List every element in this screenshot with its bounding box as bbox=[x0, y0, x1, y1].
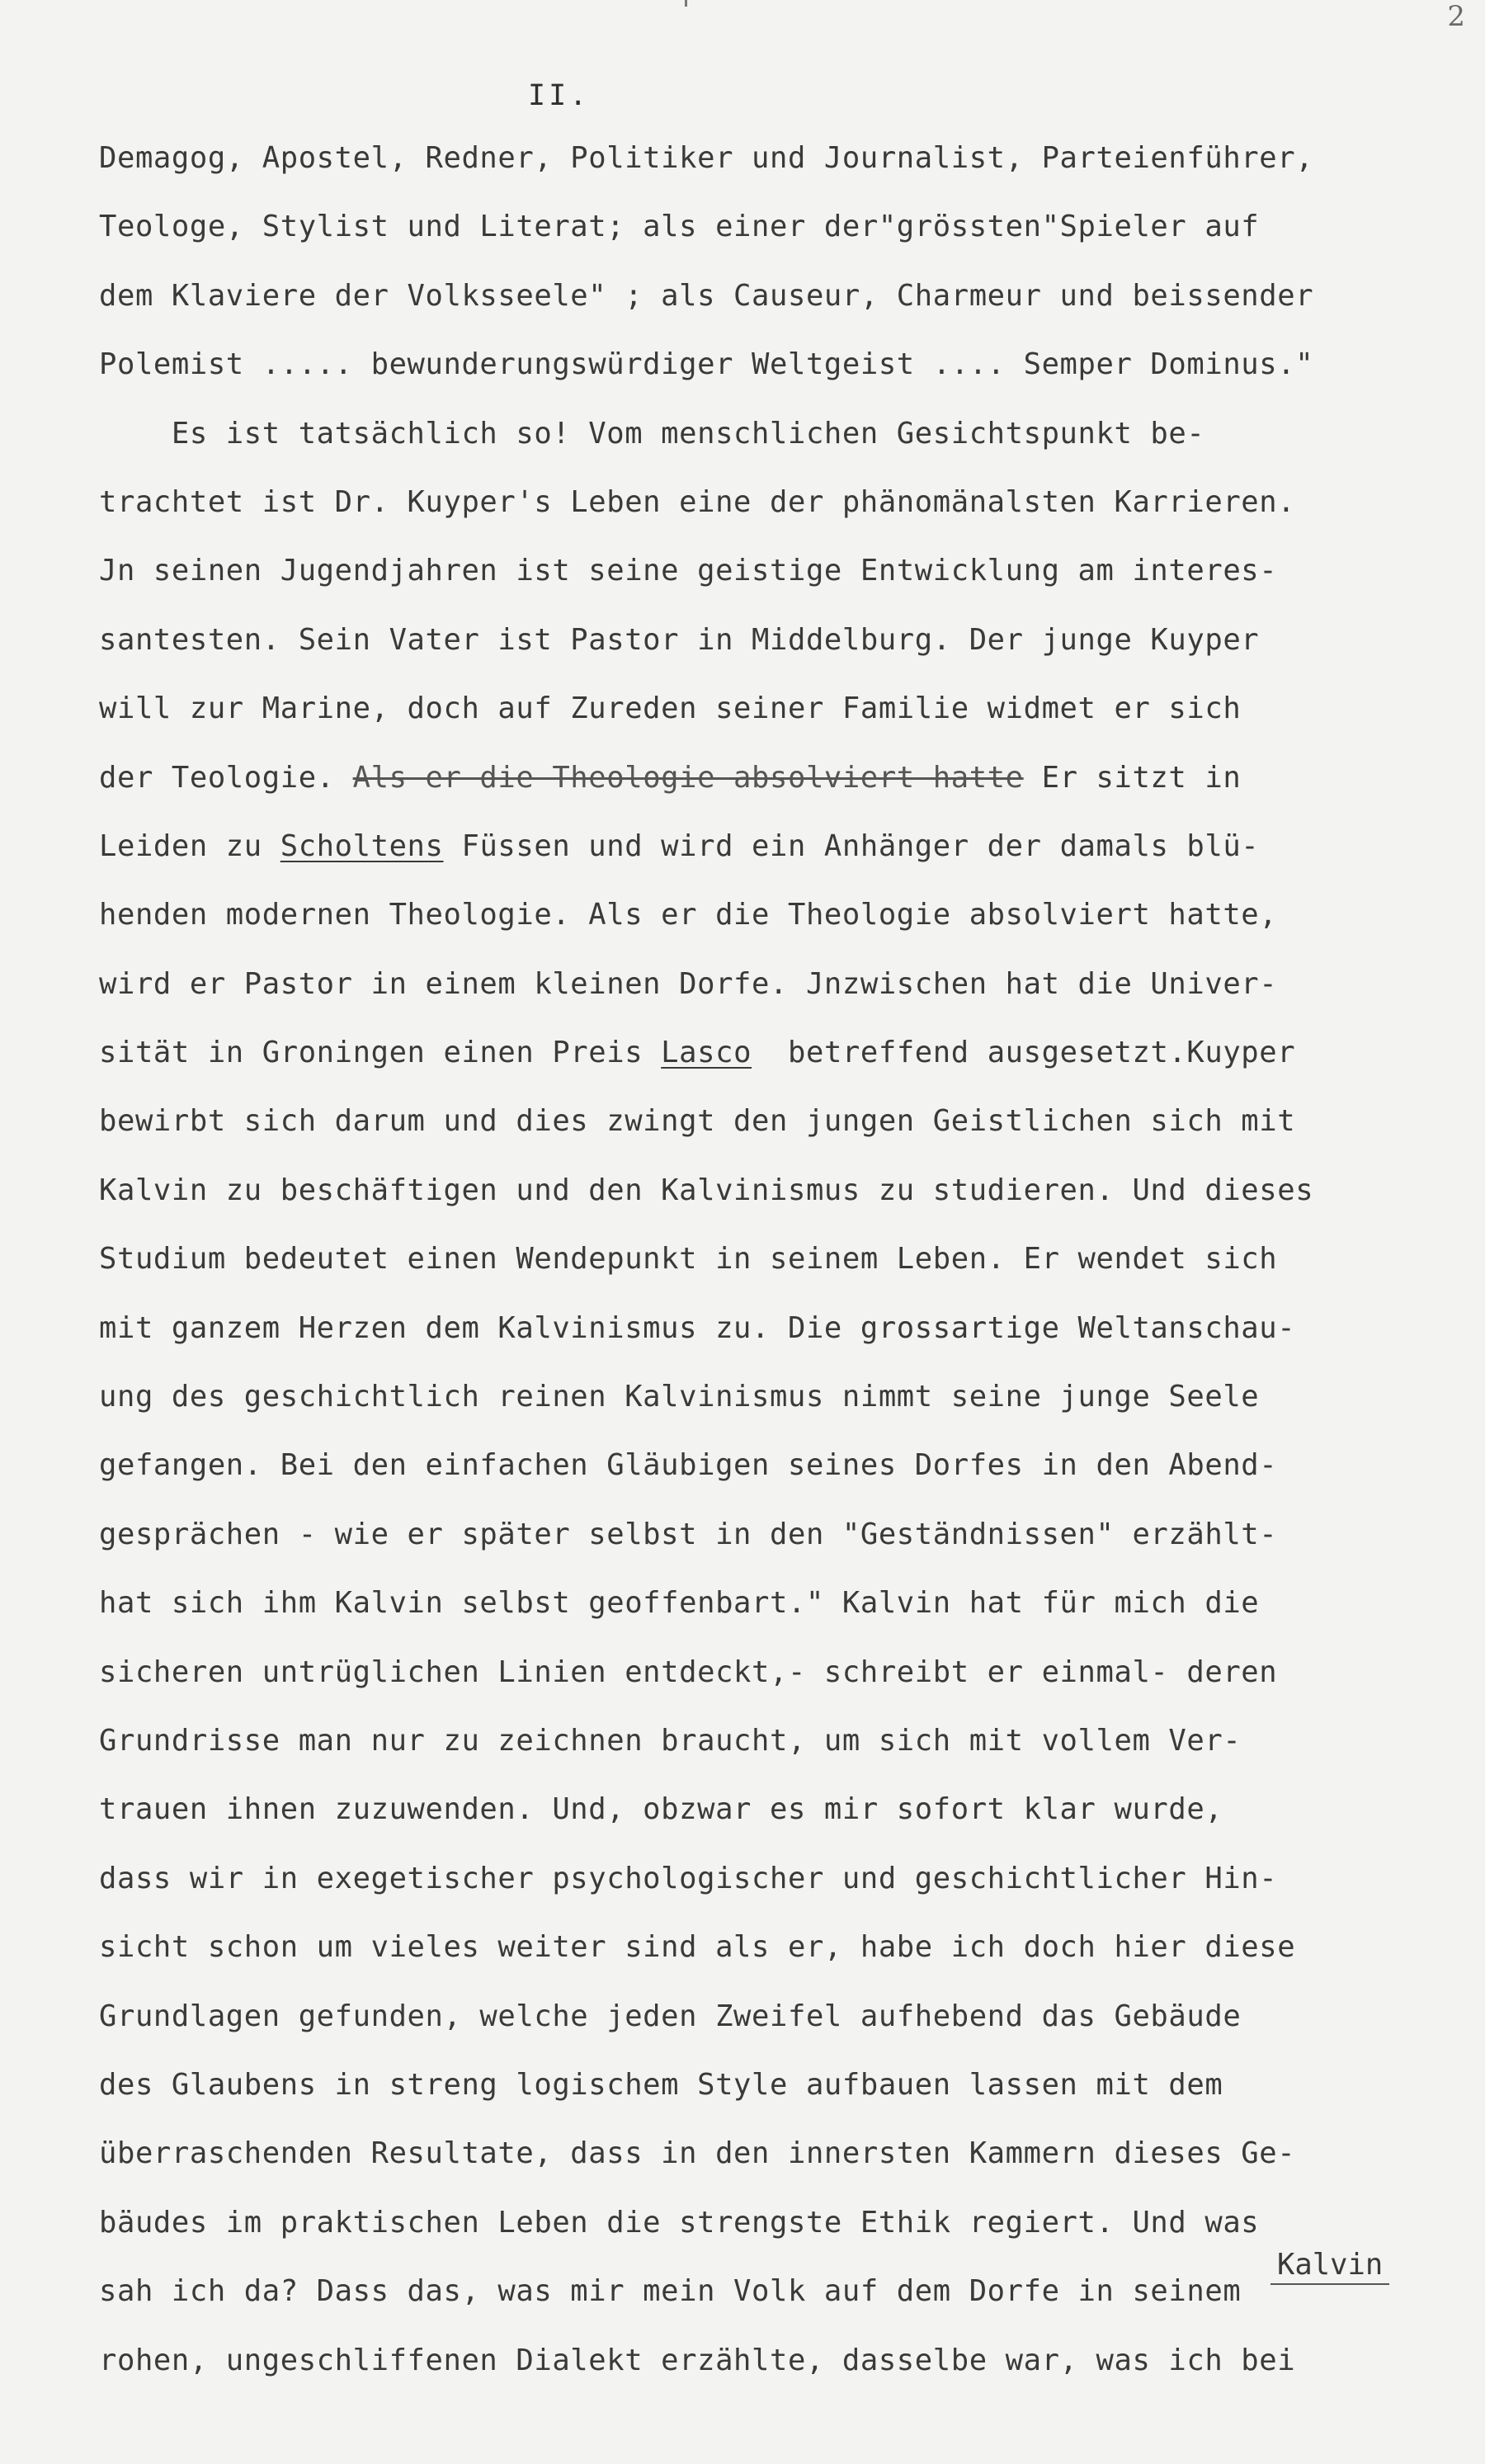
text-line: Kalvin zu beschäftigen und den Kalvinismus zu studieren. Und dieses bbox=[99, 1173, 1314, 1207]
text-line: Es ist tatsächlich so! Vom menschlichen Gesichtspunkt be- bbox=[99, 416, 1205, 451]
text-line: will zur Marine, doch auf Zureden seiner Familie widmet er sich bbox=[99, 692, 1242, 726]
text-line: ung des geschichtlich reinen Kalvinismus nimmt seine junge Seele bbox=[99, 1380, 1260, 1414]
top-edge-mark bbox=[685, 0, 687, 7]
text-line-with-strikeout bbox=[99, 743, 1468, 812]
text-line-with-underline bbox=[99, 812, 1468, 880]
text-line: Teologe, Stylist und Literat; als einer der"grössten"Spieler auf bbox=[99, 210, 1260, 244]
text-line: santesten. Sein Vater ist Pastor in Middelburg. Der junge Kuyper bbox=[99, 622, 1260, 657]
text-line: dass wir in exegetischer psychologischer und geschichtlicher Hin- bbox=[99, 1861, 1278, 1895]
text-line: Studium bedeutet einen Wendepunkt in seinem Leben. Er wendet sich bbox=[99, 1242, 1278, 1277]
text-line: sah ich da? Dass das, was mir mein Volk auf dem Dorfe in seinem bbox=[99, 2274, 1242, 2309]
text-line: überraschenden Resultate, dass in den innersten Kammern dieses Ge- bbox=[99, 2136, 1296, 2171]
body-text bbox=[99, 124, 1468, 2395]
catchword: Kalvin bbox=[1270, 2248, 1389, 2285]
struck-out-text: Als er die Theologie absolviert hatte bbox=[352, 760, 1024, 795]
line-segment: Er sitzt in bbox=[1023, 760, 1242, 795]
text-line: Grundlagen gefunden, welche jeden Zweifel aufhebend das Gebäude bbox=[99, 1999, 1242, 2033]
page-number: 2 bbox=[1447, 0, 1465, 33]
line-segment: betreffend ausgesetzt.Kuyper bbox=[752, 1036, 1296, 1070]
text-line-with-underline bbox=[99, 1018, 1468, 1087]
section-heading: II. bbox=[528, 79, 591, 112]
text-line: bewirbt sich darum und dies zwingt den jungen Geistlichen sich mit bbox=[99, 1104, 1296, 1139]
line-segment: Leiden zu bbox=[99, 828, 280, 863]
text-line: henden modernen Theologie. Als er die Theologie absolviert hatte, bbox=[99, 898, 1278, 932]
text-line: rohen, ungeschliffenen Dialekt erzählte, dasselbe war, was ich bei bbox=[99, 2343, 1296, 2377]
text-line: trauen ihnen zuzuwenden. Und, obzwar es mir sofort klar wurde, bbox=[99, 1792, 1223, 1827]
text-line: bäudes im praktischen Leben die strengste Ethik regiert. Und was bbox=[99, 2205, 1260, 2240]
text-line: sicheren untrüglichen Linien entdeckt,- schreibt er einmal- deren bbox=[99, 1654, 1278, 1689]
underlined-name: Scholtens bbox=[280, 828, 444, 863]
text-line: Grundrisse man nur zu zeichnen braucht, um sich mit vollem Ver- bbox=[99, 1723, 1242, 1758]
text-line: wird er Pastor in einem kleinen Dorfe. Jnzwischen hat die Univer- bbox=[99, 966, 1278, 1001]
text-line: trachtet ist Dr. Kuyper's Leben eine der phänomänalsten Karrieren. bbox=[99, 484, 1296, 519]
text-line: gesprächen - wie er später selbst in den "Geständnissen" erzählt- bbox=[99, 1517, 1278, 1551]
text-line: Jn seinen Jugendjahren ist seine geistige Entwicklung am interes- bbox=[99, 554, 1278, 588]
underlined-name: Lasco bbox=[661, 1036, 752, 1070]
text-line: Demagog, Apostel, Redner, Politiker und Journalist, Parteienführer, bbox=[99, 141, 1314, 175]
text-line: hat sich ihm Kalvin selbst geoffenbart." Kalvin hat für mich die bbox=[99, 1586, 1260, 1621]
text-line: gefangen. Bei den einfachen Gläubigen seines Dorfes in den Abend- bbox=[99, 1448, 1278, 1483]
text-line: dem Klaviere der Volksseele" ; als Causeur, Charmeur und beissender bbox=[99, 278, 1314, 313]
text-line: mit ganzem Herzen dem Kalvinismus zu. Die grossartige Weltanschau- bbox=[99, 1310, 1296, 1345]
text-line: Polemist ..... bewunderungswürdiger Weltgeist .... Semper Dominus." bbox=[99, 347, 1314, 382]
text-line: des Glaubens in streng logischem Style aufbauen lassen mit dem bbox=[99, 2067, 1223, 2102]
line-segment: sität in Groningen einen Preis bbox=[99, 1036, 662, 1070]
text-line: sicht schon um vieles weiter sind als er, habe ich doch hier diese bbox=[99, 1930, 1296, 1965]
line-segment: Füssen und wird ein Anhänger der damals blü- bbox=[443, 828, 1260, 863]
line-segment: der Teologie. bbox=[99, 760, 353, 795]
